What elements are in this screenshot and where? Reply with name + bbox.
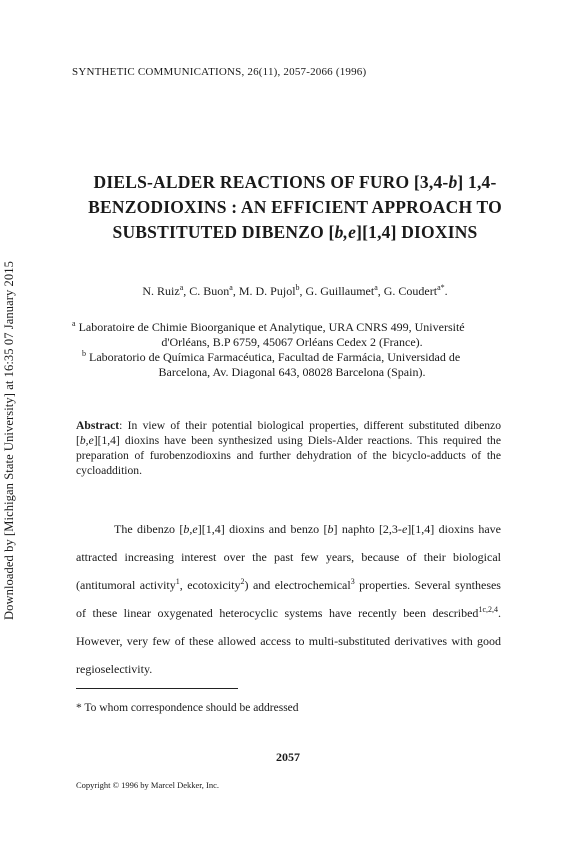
affiliation-a-line-2: d'Orléans, B.P 6759, 45067 Orléans Cedex 2 (France). [161,335,423,349]
affiliations [72,320,512,380]
affiliation-a-line-1: $^a$ Laboratoire de Chimie Bioorganique et Analytique, URA CNRS 499, Université [72,319,465,334]
author-list [60,284,530,299]
paper-title [60,170,530,245]
footnote-divider [76,688,238,689]
abstract-label: Abstract [76,419,120,432]
body-paragraph: The dibenzo [b,e][1,4] dioxins and benzo [b] naphto [2,3-e][1,4] dioxins have attracted increasing interest over the past few years, because of their biological (antitumoral activity$^1$, ecotoxicity$^2$) and electrochemical$^3$ properties. Several syntheses of these linear oxygenated heterocyclic systems have recently been described$^{1c,2,4}$. However, very few of these allowed access to multi-substituted derivatives with good regioselectivity. [76,522,501,676]
abstract: Abstract: In view of their potential biological properties, different substituted dibenzo [b,e][1,4] dioxins have been synthesized using Diels-Alder reactions. This required the preparation of furobenzodioxins and further dehydration of the bicyclo-adducts of the cycloaddition. [76,419,501,477]
download-watermark-text: Downloaded by [Michigan State University] at 16:35 07 January 2015 [2,261,16,620]
author: N. Ruiz$^a$, [142,283,190,298]
affiliation-b-line-1: $^b$ Laboratorio de Química Farmacéutica, Facultad de Farmácia, Universidad de [82,349,461,364]
title-line-3: SUBSTITUTED DIBENZO [b,e][1,4] DIOXINS [112,222,478,242]
copyright-notice: Copyright © 1996 by Marcel Dekker, Inc. [76,780,220,790]
affiliation-b-line-2: Barcelona, Av. Diagonal 643, 08028 Barcelona (Spain). [158,365,426,379]
running-header: SYNTHETIC COMMUNICATIONS, 26(11), 2057-2066 (1996) [72,66,367,78]
page-number: 2057 [276,750,300,764]
title-line-2: BENZODIOXINS : AN EFFICIENT APPROACH TO [88,197,502,217]
body-text [76,515,501,683]
author: C. Buon$^a$, [189,283,239,298]
title-line-1: DIELS-ALDER REACTIONS OF FURO [3,4-b] 1,4- [93,172,497,192]
footnote: * To whom correspondence should be addressed [76,702,299,714]
author: G. Guillaumet$^a$, [305,283,384,298]
author: G. Coudert$^{a*}$. [383,283,448,298]
author: M. D. Pujol$^b$, [238,283,306,298]
